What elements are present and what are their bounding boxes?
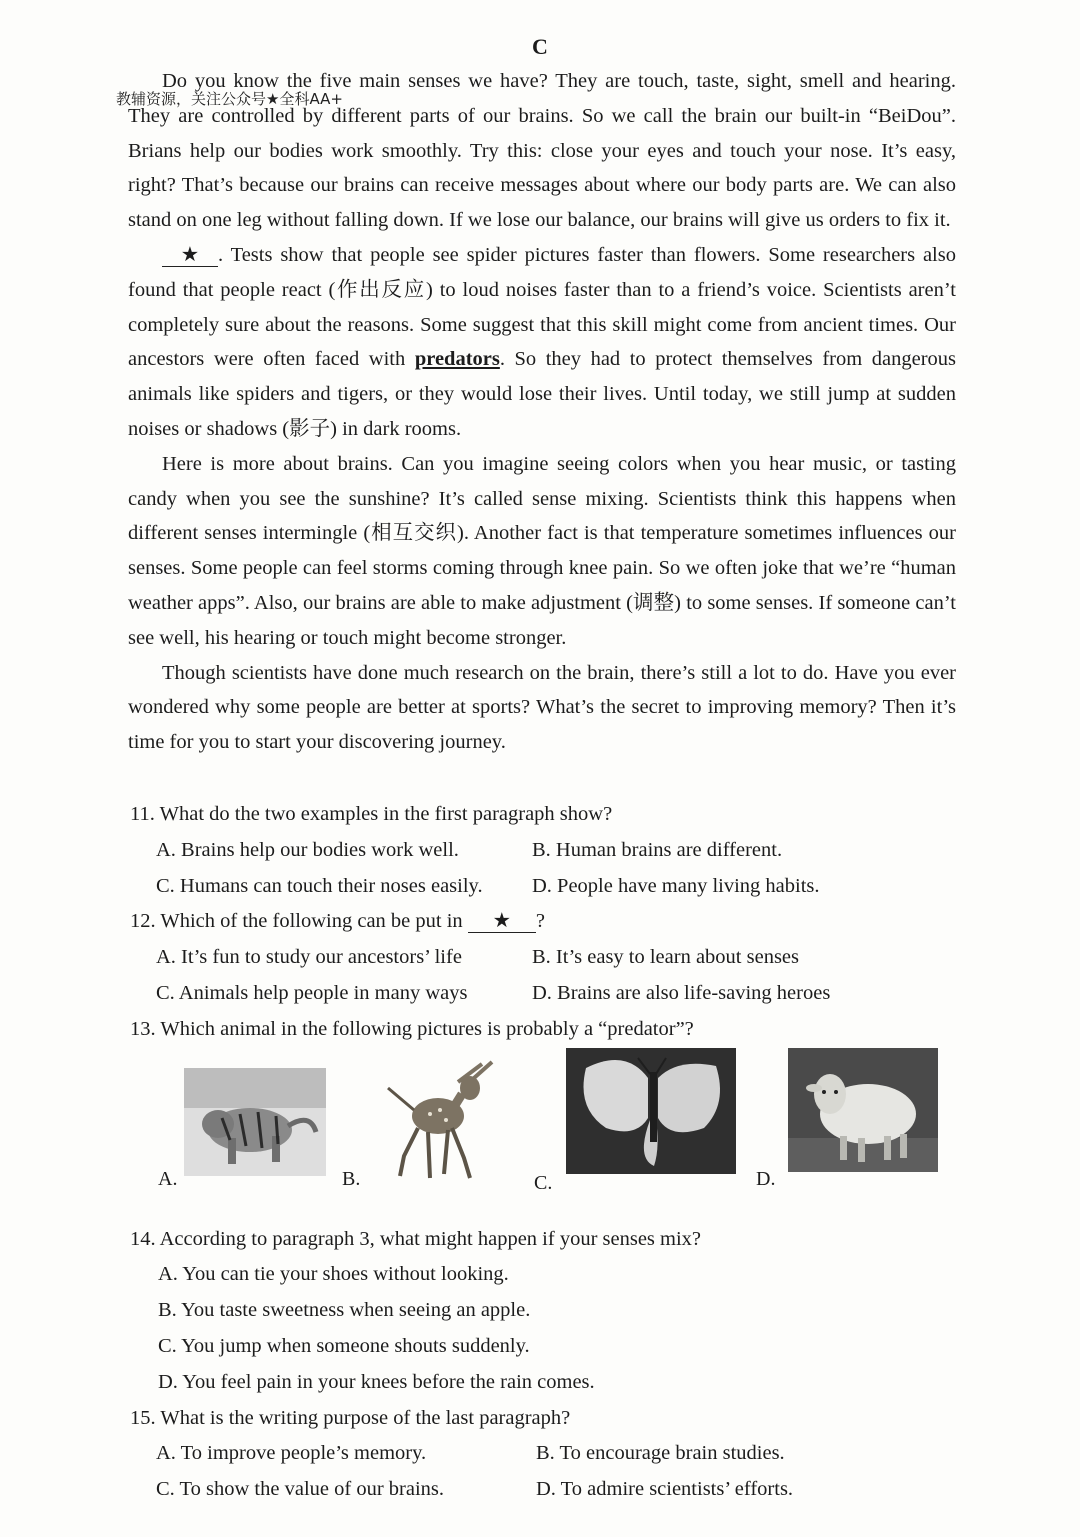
question-12-option-b: B. It’s easy to learn about senses [532,946,800,969]
question-12-options-row-1 [130,940,960,976]
question-15-option-b: B. To encourage brain studies. [536,1442,785,1465]
question-13-pictures [130,1048,960,1206]
paragraph-1: Do you know the five main senses we have? They are touch, taste, sight, smell and hearing. They are controlled by different parts of our brains. So we call the brain our built-in “BeiDou”. Brians help our bodies work smoothly. Try this: close your eyes and touch your nose. It’s easy, right? That’s because our brains can receive messages about where our body parts are. We can also stand on one leg without falling down. If we lose our balance, our brains will give us orders to fix it. [128,70,956,232]
paragraph-2 [128,238,956,447]
question-12-stem-text: 12. Which of the following can be put in [130,910,468,933]
question-13-label-b: B. [342,1167,361,1190]
keyword-predators: predators [414,348,500,371]
question-15-options-row-1 [130,1436,960,1472]
butterfly-picture-icon [566,1048,736,1174]
question-15-option-c: C. To show the value of our brains. [156,1478,444,1501]
question-11-option-a: A. Brains help our bodies work well. [156,838,459,861]
question-12-stem [130,904,960,940]
deer-picture-icon [370,1048,498,1182]
question-12-blank: ★ [468,910,536,933]
question-15-option-a: A. To improve people’s memory. [156,1442,427,1465]
question-13-stem: 13. Which animal in the following pictures is probably a “predator”? [130,1017,694,1040]
tiger-picture-icon [184,1068,326,1176]
question-14-stem: 14. According to paragraph 3, what might happen if your senses mix? [130,1227,702,1250]
question-11-options-row-1 [130,833,960,869]
question-12-option-d: D. Brains are also life-saving heroes [532,981,831,1004]
question-11-options-row-2 [130,869,960,905]
answer-blank: ★ [162,244,218,267]
question-15-stem: 15. What is the writing purpose of the last paragraph? [130,1406,571,1429]
question-12-option-c: C. Animals help people in many ways [156,981,468,1004]
question-11-option-d: D. People have many living habits. [532,874,820,897]
section-letter: C [532,34,548,59]
question-14-option-c: C. You jump when someone shouts suddenly. [158,1334,530,1357]
question-13-label-d: D. [756,1167,776,1190]
paragraph-3: Here is more about brains. Can you imagine seeing colors when you hear music, or tasting candy when you see the sunshine? It’s called sense mixing. Scientists think this happens when different senses intermingle (相互交织). Another fact is that temperature sometimes influences our senses. Some people can feel storms coming through knee pain. So we often joke that we’re “human weather apps”. Also, our brains are able to make adjustment (调整) to some senses. If someone can’t see well, his hearing or touch might become stronger. [128,452,956,649]
paragraph-2-text-b: . So they had to protect themselves from dangerous animals like spiders and tigers, or they would lose their lives. Until today, we still jump at sudden noises or shadows (影子) in dark rooms. [128,348,956,440]
question-12-mark: ? [535,910,545,933]
question-14-option-a: A. You can tie your shoes without looking. [158,1263,509,1286]
questions-section [130,797,960,1508]
question-14-option-b: B. You taste sweetness when seeing an apple. [158,1299,531,1322]
question-11-option-c: C. Humans can touch their noses easily. [156,874,483,897]
question-15-options-row-2 [130,1472,960,1508]
paragraph-4: Though scientists have done much research on the brain, there’s still a lot to do. Have you ever wondered why some people are better at sports? What’s the secret to improving memory? Then it’s time for you to start your discovering journey. [128,661,956,754]
sheep-picture-icon [788,1048,938,1172]
watermark-text: 教辅资源，关注公众号★全科AA+ [116,90,343,108]
reading-passage [128,64,956,760]
paragraph-2-text-a: . Tests show that people see spider pictures faster than flowers. Some researchers also found that people react (作出反应) to loud noises faster than to a friend’s voice. Scientists aren’t completely sure about the reasons. Some suggest that this skill might come from ancient times. Our ancestors were often faced with [128,243,956,371]
question-11-stem: 11. What do the two examples in the first paragraph show? [130,803,613,825]
question-11-option-b: B. Human brains are different. [532,838,783,861]
question-12-option-a: A. It’s fun to study our ancestors’ life [156,946,462,969]
question-13-label-c: C. [534,1171,553,1194]
question-15-option-d: D. To admire scientists’ efforts. [536,1478,794,1501]
question-13-label-a: A. [158,1167,178,1190]
question-12-options-row-2 [130,976,960,1012]
question-14-option-d: D. You feel pain in your knees before the rain comes. [158,1370,595,1393]
